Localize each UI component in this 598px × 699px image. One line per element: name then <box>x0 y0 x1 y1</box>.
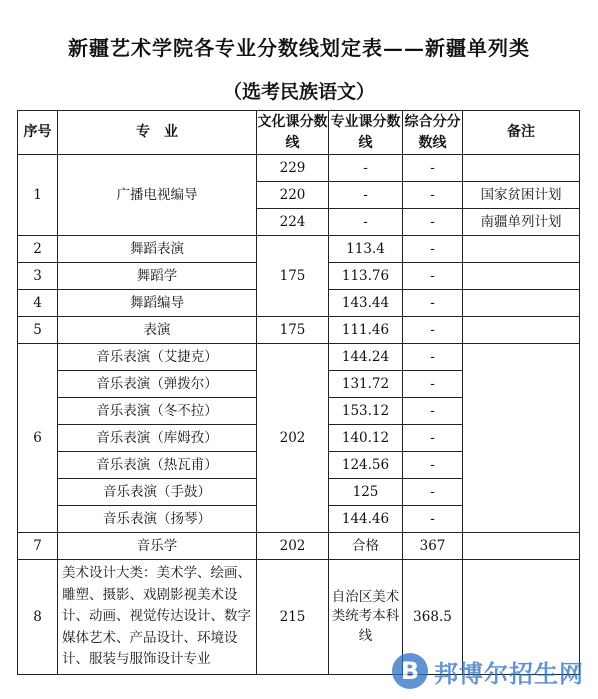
header-note: 备注 <box>463 111 580 155</box>
professional-cell: 131.72 <box>329 371 403 398</box>
header-major: 专 业 <box>58 111 257 155</box>
composite-cell: 368.5 <box>403 560 463 675</box>
page-subtitle: （选考民族语文） <box>222 81 375 103</box>
composite-cell: - <box>403 344 463 371</box>
site-watermark <box>392 653 584 689</box>
professional-cell: 143.44 <box>329 290 403 317</box>
major-cell: 音乐表演（冬不拉） <box>58 398 257 425</box>
watermark-text: 邦博尔招生网 <box>434 659 584 688</box>
professional-cell: - <box>329 209 403 236</box>
culture-cell: 202 <box>257 533 329 560</box>
table-row <box>18 344 580 371</box>
composite-cell: - <box>403 209 463 236</box>
professional-cell: 113.4 <box>329 236 403 263</box>
professional-cell: - <box>329 155 403 182</box>
major-cell: 音乐表演（热瓦甫） <box>58 452 257 479</box>
composite-cell: 367 <box>403 533 463 560</box>
seq-cell: 1 <box>18 155 58 236</box>
composite-cell: - <box>403 506 463 533</box>
culture-cell: 224 <box>257 209 329 236</box>
composite-cell: - <box>403 425 463 452</box>
professional-cell: 自治区美术类统考本科线 <box>329 560 403 675</box>
professional-cell: 111.46 <box>329 317 403 344</box>
professional-cell: 113.76 <box>329 263 403 290</box>
major-cell: 美术设计大类：美术学、绘画、雕塑、摄影、戏剧影视美术设计、动画、视觉传达设计、数字媒体艺术、产品设计、环境设计、服装与服饰设计专业 <box>58 560 257 675</box>
professional-cell: 144.46 <box>329 506 403 533</box>
seq-cell: 2 <box>18 236 58 263</box>
note-cell <box>463 290 580 317</box>
major-cell: 音乐表演（弹拨尔） <box>58 371 257 398</box>
culture-cell: 202 <box>257 344 329 533</box>
major-cell: 音乐表演（艾捷克） <box>58 344 257 371</box>
culture-cell: 175 <box>257 236 329 317</box>
score-table <box>17 110 580 675</box>
header-composite: 综合分分数线 <box>403 111 463 155</box>
professional-cell: 140.12 <box>329 425 403 452</box>
professional-cell: 125 <box>329 479 403 506</box>
note-cell: 南疆单列计划 <box>463 209 580 236</box>
note-cell <box>463 344 580 533</box>
table-row <box>18 317 580 344</box>
note-cell <box>463 236 580 263</box>
note-cell: 国家贫困计划 <box>463 182 580 209</box>
professional-cell: 153.12 <box>329 398 403 425</box>
watermark-logo-icon: B <box>392 653 428 689</box>
composite-cell: - <box>403 398 463 425</box>
note-cell <box>463 155 580 182</box>
seq-cell: 3 <box>18 263 58 290</box>
professional-cell: 124.56 <box>329 452 403 479</box>
professional-cell: 合格 <box>329 533 403 560</box>
seq-cell: 8 <box>18 560 58 675</box>
composite-cell: - <box>403 236 463 263</box>
note-cell <box>463 533 580 560</box>
major-cell: 舞蹈学 <box>58 263 257 290</box>
seq-cell: 7 <box>18 533 58 560</box>
table-row <box>18 236 580 263</box>
composite-cell: - <box>403 182 463 209</box>
composite-cell: - <box>403 317 463 344</box>
header-row <box>18 111 580 155</box>
seq-cell: 6 <box>18 344 58 533</box>
major-cell: 音乐表演（库姆孜） <box>58 425 257 452</box>
header-professional: 专业课分数线 <box>329 111 403 155</box>
major-cell: 舞蹈编导 <box>58 290 257 317</box>
culture-cell: 215 <box>257 560 329 675</box>
composite-cell: - <box>403 290 463 317</box>
composite-cell: - <box>403 155 463 182</box>
table-row <box>18 155 580 182</box>
professional-cell: - <box>329 182 403 209</box>
composite-cell: - <box>403 263 463 290</box>
major-cell: 音乐学 <box>58 533 257 560</box>
professional-cell: 144.24 <box>329 344 403 371</box>
note-cell <box>463 317 580 344</box>
major-cell: 舞蹈表演 <box>58 236 257 263</box>
major-cell: 音乐表演（手鼓） <box>58 479 257 506</box>
major-cell: 音乐表演（扬琴） <box>58 506 257 533</box>
culture-cell: 220 <box>257 182 329 209</box>
seq-cell: 4 <box>18 290 58 317</box>
page-title: 新疆艺术学院各专业分数线划定表——新疆单列类 <box>68 36 530 60</box>
composite-cell: - <box>403 479 463 506</box>
header-seq: 序号 <box>18 111 58 155</box>
major-cell: 广播电视编导 <box>58 155 257 236</box>
culture-cell: 175 <box>257 317 329 344</box>
culture-cell: 229 <box>257 155 329 182</box>
table-row <box>18 533 580 560</box>
composite-cell: - <box>403 452 463 479</box>
major-cell: 表演 <box>58 317 257 344</box>
header-culture: 文化课分数线 <box>257 111 329 155</box>
seq-cell: 5 <box>18 317 58 344</box>
composite-cell: - <box>403 371 463 398</box>
note-cell <box>463 263 580 290</box>
